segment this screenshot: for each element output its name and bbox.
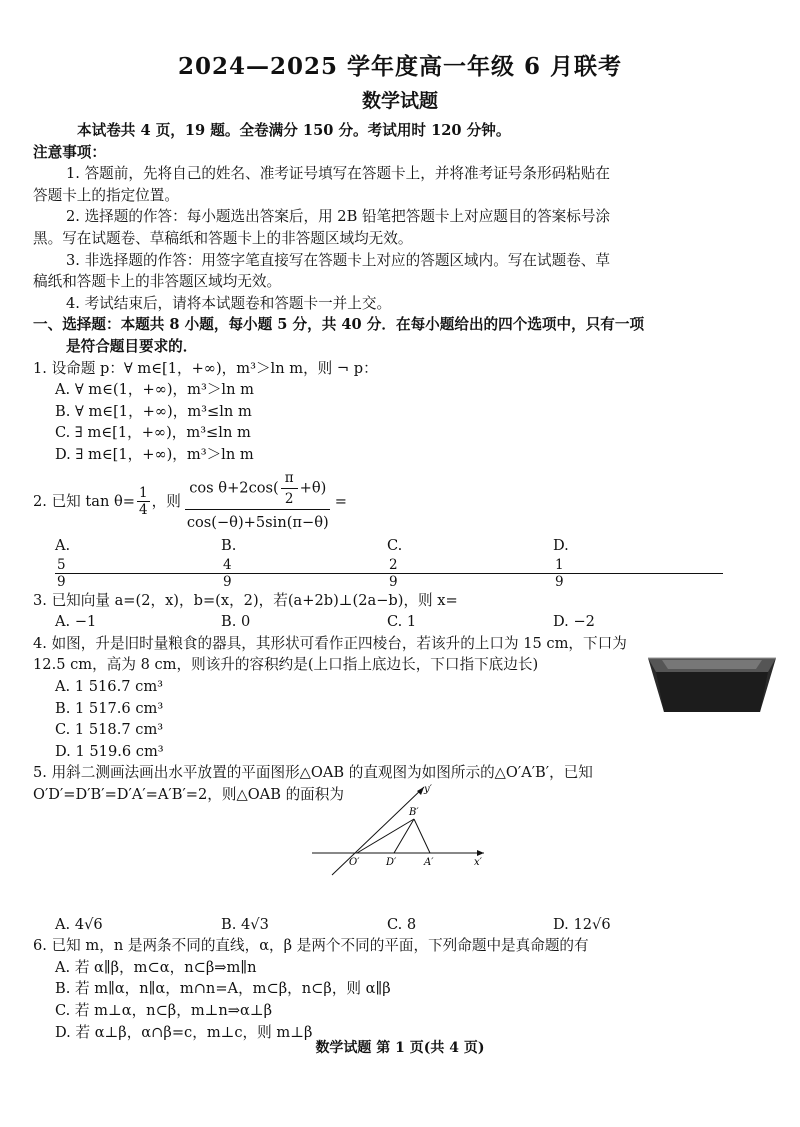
question-3-options bbox=[33, 611, 777, 633]
tan-numerator: 1 bbox=[139, 484, 148, 501]
option-den: 9 bbox=[389, 573, 398, 590]
question-1-option-d: D. ∃ m∈[1，+∞)，m³＞ln m bbox=[55, 445, 254, 463]
q2-expression-denominator: cos(−θ)+5sin(π−θ) bbox=[186, 513, 329, 531]
question-4-stem-cont: 12.5 cm，高为 8 cm，则该升的容积约是(上口指上底边长，下口指下底边长) bbox=[33, 656, 539, 674]
option-num: 1 bbox=[553, 557, 723, 574]
question-4-option-a: A. 1 516.7 cm³ bbox=[55, 678, 164, 696]
question-5-options bbox=[33, 914, 777, 936]
question-3-option-a: A. −1 bbox=[55, 613, 97, 631]
question-4-option-b: B. 1 517.6 cm³ bbox=[55, 699, 164, 717]
question-2-options bbox=[33, 535, 777, 590]
page-footer: 数学试题 第 1 页(共 4 页) bbox=[315, 1040, 485, 1056]
option-label: D. bbox=[553, 537, 569, 555]
pi-denominator: 2 bbox=[284, 490, 294, 507]
option-num: 4 bbox=[221, 557, 391, 574]
question-1-stem: 1. 设命题 p：∀ m∈[1，+∞)，m³＞ln m，则 ¬ p： bbox=[33, 359, 378, 377]
option-label: B. bbox=[221, 537, 237, 555]
q2-expression-numerator bbox=[185, 470, 330, 510]
notice-line: 2. 选择题的作答：每小题选出答案后，用 2B 铅笔把答题卡上对应题目的答案标号涂 bbox=[66, 208, 611, 226]
exam-intro: 本试卷共 4 页，19 题。全卷满分 150 分。考试用时 120 分钟。 bbox=[77, 122, 511, 139]
question-5-stem-cont: O′D′=D′B′=D′A′=A′B′=2，则△OAB 的面积为 bbox=[33, 786, 344, 804]
q2-expression bbox=[183, 470, 333, 534]
question-5-option-d: D. 12√6 bbox=[553, 915, 611, 933]
question-6-option-b: B. 若 m∥α，n∥α，m∩n=A，m⊂β，n⊂β，则 α∥β bbox=[55, 980, 391, 998]
q2-mid: ，则 bbox=[151, 492, 181, 510]
question-6-option-a: A. 若 α∥β，m⊂α，n⊂β⇒m∥n bbox=[55, 958, 257, 976]
notice-line: 1. 答题前，先将自己的姓名、准考证号填写在答题卡上，并将准考证号条形码粘贴在 bbox=[66, 165, 610, 183]
notice-line: 4. 考试结束后，请将本试题卷和答题卡一并上交。 bbox=[66, 294, 392, 312]
notice-line: 3. 非选择题的作答：用签字笔直接写在答题卡上对应的答题区域内。写在试题卷、草 bbox=[66, 251, 610, 269]
option-fraction bbox=[223, 557, 389, 590]
label-x-axis: x′ bbox=[474, 857, 482, 868]
question-2-option-a bbox=[55, 535, 221, 590]
question-6-stem: 6. 已知 m，n 是两条不同的直线，α，β 是两个不同的平面，下列命题中是真命题的有 bbox=[33, 937, 589, 955]
q2-prefix: 2. 已知 tan θ= bbox=[33, 492, 136, 510]
q2-num-part: cos θ+2cos( bbox=[189, 479, 279, 496]
option-fraction bbox=[389, 557, 555, 590]
option-label: C. bbox=[387, 537, 403, 555]
option-label: A. bbox=[55, 537, 71, 555]
label-y-axis: y′ bbox=[424, 784, 432, 795]
option-num: 2 bbox=[387, 557, 557, 574]
question-4-option-d: D. 1 519.6 cm³ bbox=[55, 742, 164, 760]
question-2-stem bbox=[33, 470, 777, 534]
option-fraction bbox=[555, 557, 721, 590]
section-heading-cont: 是符合题目要求的． bbox=[66, 337, 198, 355]
question-5-option-b: B. 4√3 bbox=[221, 915, 269, 933]
label-d: D′ bbox=[386, 857, 397, 868]
question-4-option-c: C. 1 518.7 cm³ bbox=[55, 721, 164, 739]
tan-fraction bbox=[137, 485, 150, 518]
option-den: 9 bbox=[555, 573, 564, 590]
question-6-option-d: D. 若 α⊥β，α∩β=c，m⊥c，则 m⊥β bbox=[55, 1023, 313, 1041]
q2-suffix: = bbox=[334, 492, 347, 510]
option-num: 5 bbox=[55, 557, 225, 574]
grain-vessel-photo bbox=[642, 650, 782, 720]
notice-line: 黑。写在试题卷、草稿纸和答题卡上的非答题区域均无效。 bbox=[33, 229, 413, 247]
question-1-option-c: C. ∃ m∈[1，+∞)，m³≤ln m bbox=[55, 424, 251, 442]
question-2-option-d bbox=[553, 535, 719, 590]
notice-line: 稿纸和答题卡上的非答题区域均无效。 bbox=[33, 273, 282, 291]
question-3-option-c: C. 1 bbox=[387, 613, 417, 631]
question-3-option-d: D. −2 bbox=[553, 613, 595, 631]
question-5-option-a: A. 4√6 bbox=[55, 915, 103, 933]
option-den: 9 bbox=[223, 573, 232, 590]
question-1-option-a: A. ∀ m∈(1，+∞)，m³＞ln m bbox=[55, 381, 254, 399]
label-b: B′ bbox=[409, 807, 419, 818]
question-2-option-c bbox=[387, 535, 553, 590]
section-heading: 一、选择题：本题共 8 小题，每小题 5 分，共 40 分．在每小题给出的四个选项中，只有一项 bbox=[33, 316, 645, 334]
oblique-triangle-figure bbox=[312, 783, 492, 883]
pi-half-fraction bbox=[281, 470, 298, 507]
notice-heading: 注意事项： bbox=[33, 143, 106, 161]
option-den: 9 bbox=[57, 573, 66, 590]
question-5-stem: 5. 用斜二测画法画出水平放置的平面图形△OAB 的直观图为如图所示的△O′A′B′，已知 bbox=[33, 764, 593, 782]
exam-body bbox=[33, 120, 777, 1043]
tan-denominator: 4 bbox=[139, 501, 148, 518]
question-5-option-c: C. 8 bbox=[387, 915, 417, 933]
question-2-option-b bbox=[221, 535, 387, 590]
question-4-stem: 4. 如图，升是旧时量粮食的器具，其形状可看作正四棱台，若该升的上口为 15 cm，下口为 bbox=[33, 634, 627, 652]
option-fraction bbox=[57, 557, 223, 590]
label-o: O′ bbox=[349, 857, 360, 868]
question-3-stem: 3. 已知向量 a=(2，x)，b=(x，2)，若(a+2b)⊥(2a−b)，则 x= bbox=[33, 591, 458, 609]
question-3-option-b: B. 0 bbox=[221, 613, 251, 631]
exam-title: 2024—2025 学年度高一年级 6 月联考 bbox=[177, 53, 623, 80]
question-6-option-c: C. 若 m⊥α，n⊂β，m⊥n⇒α⊥β bbox=[55, 1002, 273, 1019]
label-a: A′ bbox=[424, 857, 434, 868]
exam-subtitle: 数学试题 bbox=[361, 90, 438, 112]
question-1-option-b: B. ∀ m∈[1，+∞)，m³≤ln m bbox=[55, 402, 252, 420]
q2-num-part: +θ) bbox=[299, 479, 327, 496]
pi-numerator: π bbox=[281, 470, 298, 489]
notice-line: 答题卡上的指定位置。 bbox=[33, 186, 179, 204]
